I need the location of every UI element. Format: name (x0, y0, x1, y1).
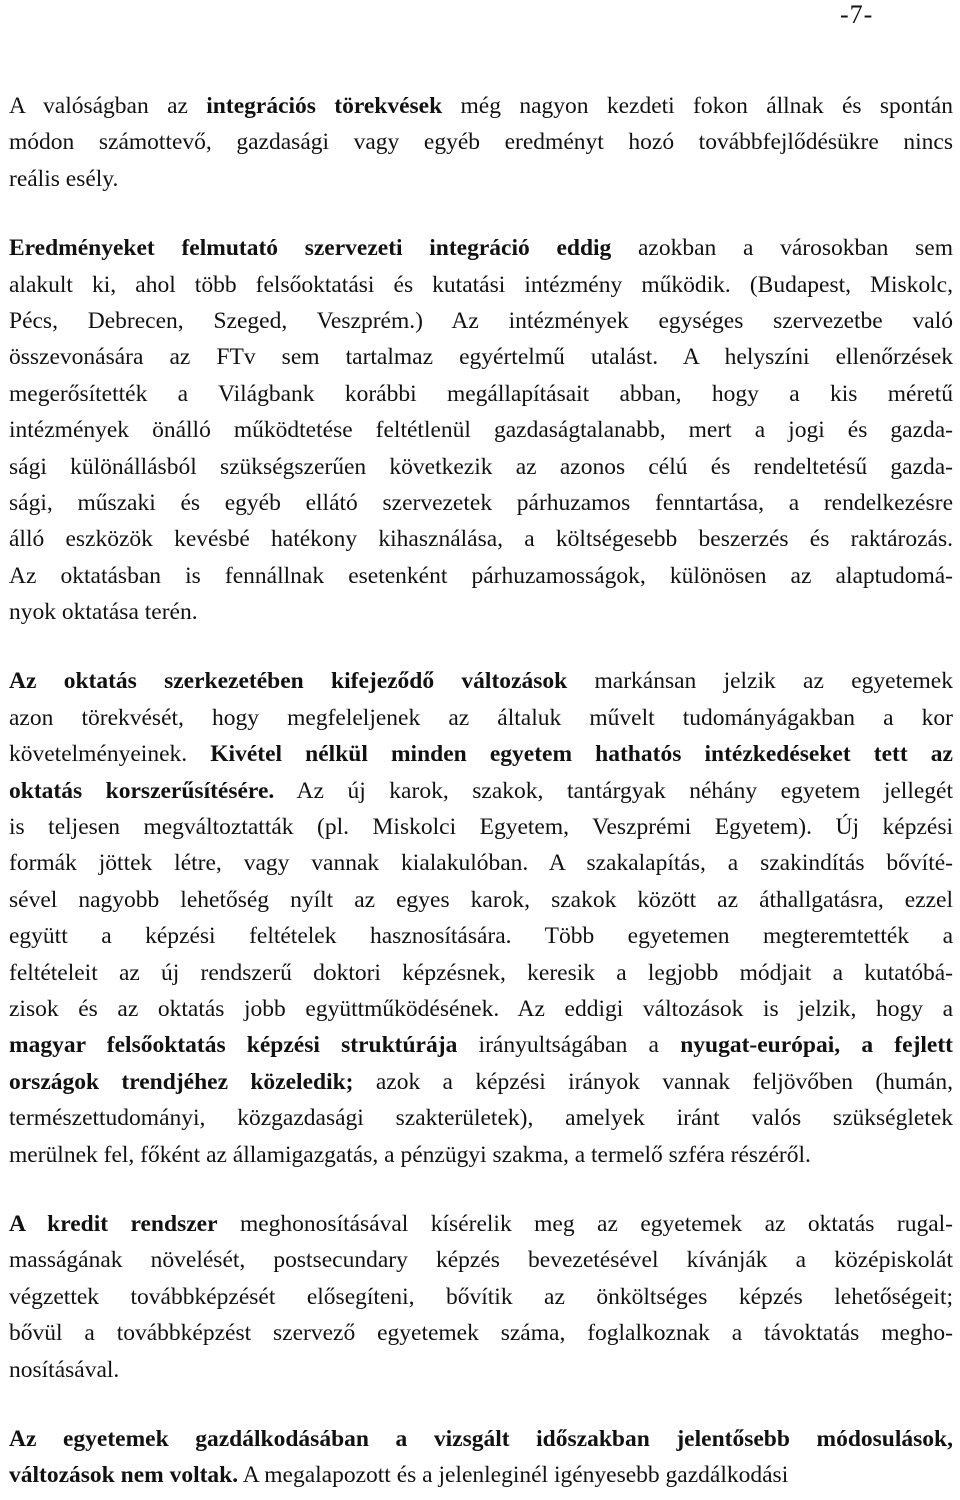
text-line (9, 88, 953, 124)
text-run: meghonosításával kísérelik meg az egyetemek az oktatás rugal- (217, 1210, 953, 1237)
text-run: intézmények önálló működtetése feltétlenül gazdaságtalanabb, mert a jogi és gazda- (9, 417, 953, 444)
text-line (9, 1206, 953, 1242)
text-line (9, 412, 953, 448)
text-line (9, 736, 953, 772)
text-line (9, 1137, 953, 1173)
bold-text-run: A kredit rendszer (9, 1210, 218, 1237)
text-run: módon számottevő, gazdasági vagy egyéb eredményt hozó továbbfejlődésükre nincs (9, 129, 953, 156)
text-line (9, 376, 953, 412)
text-line (9, 1457, 953, 1493)
text-run: azon törekvését, hogy megfeleljenek az általuk művelt tudományágakban a kor (9, 704, 953, 731)
text-run: követelményeinek. (9, 741, 211, 768)
text-run: sével nagyobb lehetőség nyílt az egyes karok, szakok között az áthallgatásra, ezzel (9, 886, 953, 913)
text-line (9, 449, 953, 485)
text-run: megerősítették a Világbank korábbi megállapításait abban, hogy a kis méretű (9, 380, 953, 407)
text-line (9, 1242, 953, 1278)
text-run: Az oktatásban is fennállnak esetenként párhuzamosságok, különösen az alaptudomá- (9, 562, 953, 589)
paragraph (9, 663, 953, 1172)
text-run: A megalapozott és a jelenleginél igényesebb gazdálkodási (238, 1462, 789, 1489)
text-line (9, 521, 953, 557)
text-line (9, 1352, 953, 1388)
text-run: bővül a továbbképzést szervező egyetemek száma, foglalkoznak a távoktatás megho- (9, 1320, 953, 1347)
text-line (9, 663, 953, 699)
paragraph-gap (9, 197, 953, 230)
text-run: masságának növelését, postsecundary képzés bevezetésével kívánják a középiskolát (9, 1247, 953, 1274)
text-line (9, 1100, 953, 1136)
text-run: természettudományi, közgazdasági szakterületek), amelyek iránt valós szükségletek (9, 1105, 953, 1132)
text-line (9, 594, 953, 630)
text-run: alakult ki, ahol több felsőoktatási és kutatási intézmény működik. (Budapest, Miskolc, (9, 271, 953, 298)
text-run: még nagyon kezdeti fokon állnak és spontán (442, 93, 953, 119)
bold-text-run: Kivétel nélkül minden egyetem hathatós intézkedéseket tett az (210, 741, 953, 768)
text-run: irányultságában a (457, 1032, 681, 1059)
bold-text-run: nyugat-európai, a fejlett (680, 1032, 953, 1059)
paragraph-gap (9, 1388, 953, 1421)
text-line (9, 303, 953, 339)
bold-text-run: Az oktatás szerkezetében kifejeződő változások (9, 668, 568, 695)
text-line (9, 1279, 953, 1315)
paragraph-gap (9, 1173, 953, 1206)
text-run: A valóságban az (9, 93, 207, 119)
text-line (9, 918, 953, 954)
text-run: nyok oktatása terén. (9, 599, 198, 626)
text-line (9, 882, 953, 918)
paragraph (9, 230, 953, 630)
text-line (9, 124, 953, 160)
text-run: álló eszközök kevésbé hatékony kihasználása, a költségesebb beszerzés és raktározás. (9, 526, 953, 553)
bold-text-run: oktatás korszerűsítésére. (9, 777, 275, 804)
text-line (9, 773, 953, 809)
paragraph-gap (9, 630, 953, 663)
text-run: végzettek továbbképzését elősegíteni, bővítik az önköltséges képzés lehetőségeit; (9, 1283, 953, 1310)
bold-text-run: országok trendjéhez közeledik; (9, 1068, 354, 1095)
bold-text-run: magyar felsőoktatás képzési struktúrája (9, 1032, 458, 1059)
text-run: sági, műszaki és egyéb ellátó szervezetek párhuzamos fenntartása, a rendelkezésre (9, 489, 953, 516)
text-line (9, 339, 953, 375)
text-run: reális esély. (9, 165, 119, 192)
text-line (9, 700, 953, 736)
text-line (9, 845, 953, 881)
text-run: zisok és az oktatás jobb együttműködésének. Az eddigi változások is jelzik, hogy a (9, 995, 953, 1022)
text-run: együtt a képzési feltételek hasznosítására. Több egyetemen megteremtették a (9, 923, 953, 950)
text-run: azok a képzési irányok vannak feljövőben (humán, (353, 1068, 953, 1095)
text-run: azokban a városokban sem (611, 235, 953, 262)
text-line (9, 485, 953, 521)
text-line (9, 161, 953, 197)
bold-text-run: Eredményeket felmutató szervezeti integráció eddig (9, 235, 612, 262)
paragraph (9, 1206, 953, 1388)
text-run: feltételeit az új rendszerű doktori képzésnek, keresik a legjobb módjait a kutatóbá- (9, 959, 953, 986)
text-run: markánsan jelzik az egyetemek (567, 668, 953, 695)
text-line (9, 558, 953, 594)
text-run: Az új karok, szakok, tantárgyak néhány egyetem jellegét (274, 777, 953, 804)
body-text (9, 88, 953, 1494)
paragraph (9, 1421, 953, 1494)
text-run: összevonására az FTv sem tartalmaz egyértelmű utalást. A helyszíni ellenőrzések (9, 344, 953, 371)
text-line (9, 955, 953, 991)
text-line (9, 1027, 953, 1063)
paragraph (9, 88, 953, 197)
text-line (9, 1315, 953, 1351)
text-run: formák jöttek létre, vagy vannak kialakulóban. A szakalapítás, a szakindítás bővíté- (9, 850, 953, 877)
text-line (9, 1064, 953, 1100)
text-run: merülnek fel, főként az államigazgatás, a pénzügyi szakma, a termelő szféra részéről. (9, 1141, 811, 1168)
text-line (9, 267, 953, 303)
page-number: -7- (840, 0, 874, 29)
text-run: sági különállásból szükségszerűen következik az azonos célú és rendeltetésű gazda- (9, 453, 953, 480)
text-run: is teljesen megváltoztatták (pl. Miskolci Egyetem, Veszprémi Egyetem). Új képzési (9, 814, 953, 841)
bold-text-run: integrációs törekvések (206, 93, 443, 119)
text-line (9, 809, 953, 845)
text-line (9, 230, 953, 266)
bold-text-run: Az egyetemek gazdálkodásában a vizsgált időszakban jelentősebb módosulások, (9, 1425, 953, 1452)
bold-text-run: változások nem voltak. (9, 1462, 239, 1489)
text-run: nosításával. (9, 1356, 120, 1383)
text-line (9, 991, 953, 1027)
text-line (9, 1421, 953, 1457)
text-run: Pécs, Debrecen, Szeged, Veszprém.) Az intézmények egységes szervezetbe való (9, 307, 953, 334)
